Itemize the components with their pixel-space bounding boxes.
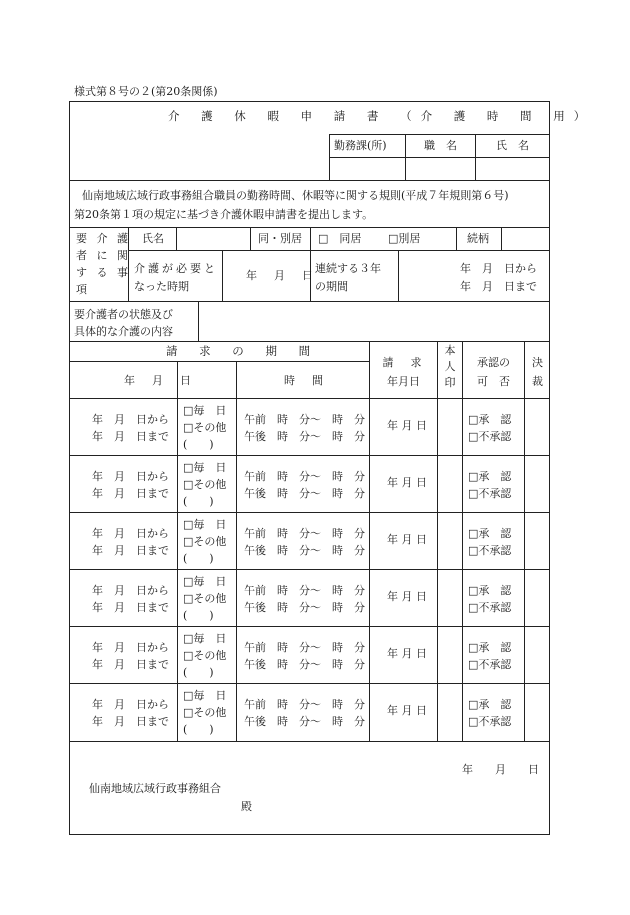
row-approval-checkboxes[interactable]: □承 認 □不承認 (468, 413, 512, 443)
row-time-range[interactable]: 午前 時 分～ 時 分 午後 時 分～ 時 分 (244, 698, 365, 728)
table-row (70, 684, 550, 741)
row-approval-checkboxes[interactable]: □承 認 □不承認 (468, 527, 512, 557)
care-need-date[interactable]: 年 月 日 (246, 269, 316, 282)
recipient-name-field[interactable] (177, 228, 249, 249)
consecutive-period-dates[interactable]: 年 月 日から 年 月 日まで (460, 262, 537, 293)
applicant-name-field[interactable] (476, 158, 549, 179)
row-time-range[interactable]: 午前 時 分～ 時 分 午後 時 分～ 時 分 (244, 527, 365, 557)
table-row (70, 513, 550, 569)
position-label: 職 名 (424, 139, 457, 152)
approval-header: 承認の 可 否 (477, 356, 510, 388)
row-request-date[interactable]: 年 月 日 (387, 704, 427, 717)
row-date-range[interactable]: 年 月 日から 年 月 日まで (92, 413, 169, 443)
relation-label: 続柄 (467, 232, 489, 245)
table-row (70, 456, 550, 512)
form-number: 様式第８号の２(第20条関係) (74, 85, 218, 98)
row-time-range[interactable]: 午前 時 分～ 時 分 午後 時 分～ 時 分 (244, 584, 365, 614)
row-frequency[interactable]: □毎 日 □その他 ( ) (183, 575, 227, 622)
statement-line-1: 仙南地域広域行政事務組合職員の勤務時間、休暇等に関する規則(平成７年規則第６号) (82, 189, 509, 202)
care-recipient-section-label: 要 介 護 者 に 関 す る 事 項 (76, 232, 131, 296)
row-approval-checkboxes[interactable]: □承 認 □不承認 (468, 470, 512, 500)
row-date-range[interactable]: 年 月 日から 年 月 日まで (92, 584, 169, 614)
position-field[interactable] (406, 158, 474, 179)
row-request-date[interactable]: 年 月 日 (387, 476, 427, 489)
row-time-range[interactable]: 午前 時 分～ 時 分 午後 時 分～ 時 分 (244, 413, 365, 443)
cohabitation-label: 同・別居 (258, 232, 302, 245)
statement-line-2: 第20条第１項の規定に基づき介護休暇申請書を提出します。 (74, 208, 374, 221)
care-content-label: 要介護者の状態及び 具体的な介護の内容 (74, 308, 173, 338)
request-date-header: 請 求 年月日 (382, 356, 425, 388)
cohabit-checkbox[interactable]: □ 同居 (318, 232, 362, 245)
row-approval-checkboxes[interactable]: □承 認 □不承認 (468, 584, 512, 614)
department-label: 勤務課(所) (334, 139, 387, 152)
decision-header: 決 裁 (532, 356, 543, 388)
row-frequency[interactable]: □毎 日 □その他 ( ) (183, 461, 227, 508)
row-request-date[interactable]: 年 月 日 (387, 533, 427, 546)
row-frequency[interactable]: □毎 日 □その他 ( ) (183, 404, 227, 451)
table-row (70, 570, 550, 626)
submission-date[interactable]: 年 月 日 (462, 763, 539, 776)
organization-name: 仙南地域広域行政事務組合 (89, 782, 221, 795)
period-header: 請 求 の 期 間 (166, 344, 320, 358)
care-need-period-label: 介護が必要と なった時期 (134, 262, 218, 293)
recipient-name-label: 氏名 (142, 232, 164, 245)
row-time-range[interactable]: 午前 時 分～ 時 分 午後 時 分～ 時 分 (244, 641, 365, 671)
table-row (70, 627, 550, 683)
table-row (70, 399, 550, 455)
row-request-date[interactable]: 年 月 日 (387, 419, 427, 432)
row-date-range[interactable]: 年 月 日から 年 月 日まで (92, 698, 169, 728)
relation-field[interactable] (502, 228, 549, 249)
row-approval-checkboxes[interactable]: □承 認 □不承認 (468, 698, 512, 728)
row-date-range[interactable]: 年 月 日から 年 月 日まで (92, 527, 169, 557)
department-field[interactable] (330, 158, 404, 179)
consecutive-period-label: 連続する３年 の期間 (315, 262, 381, 293)
name-label: 氏 名 (496, 139, 529, 152)
form-title: 介 護 休 暇 申 請 書 （介 護 時 間 用） (168, 109, 595, 123)
honorific: 殿 (241, 800, 252, 813)
row-date-range[interactable]: 年 月 日から 年 月 日まで (92, 641, 169, 671)
row-request-date[interactable]: 年 月 日 (387, 647, 427, 660)
seal-header: 本 人 印 (444, 344, 456, 389)
row-date-range[interactable]: 年 月 日から 年 月 日まで (92, 470, 169, 500)
row-frequency[interactable]: □毎 日 □その他 ( ) (183, 689, 227, 736)
time-header: 時 間 (284, 374, 326, 387)
row-request-date[interactable]: 年 月 日 (387, 590, 427, 603)
date-header: 年 月 日 (124, 374, 194, 387)
care-content-field[interactable] (199, 302, 549, 340)
row-time-range[interactable]: 午前 時 分～ 時 分 午後 時 分～ 時 分 (244, 470, 365, 500)
row-frequency[interactable]: □毎 日 □その他 ( ) (183, 518, 227, 565)
separate-checkbox[interactable]: □別居 (388, 232, 421, 245)
row-approval-checkboxes[interactable]: □承 認 □不承認 (468, 641, 512, 671)
row-frequency[interactable]: □毎 日 □その他 ( ) (183, 632, 227, 679)
